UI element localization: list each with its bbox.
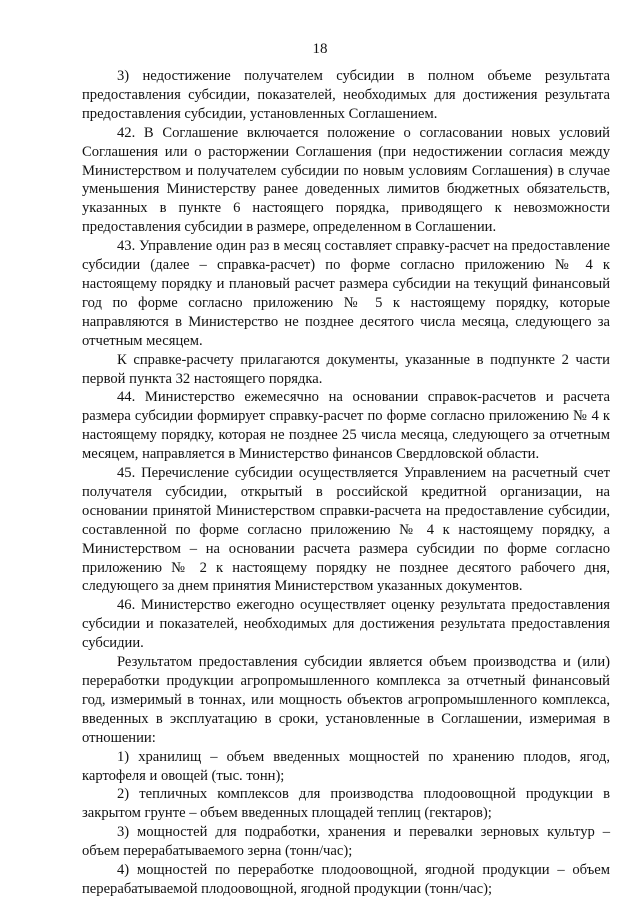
paragraph-46: 46. Министерство ежегодно осуществляет оценку результата предоставления субсидии и показателей, необходимых для достижения результата предоставления субсидии. <box>82 597 610 652</box>
list-item-grain-capacity: 3) мощностей для подработки, хранения и перевалки зерновых культур – объем перерабатываемого зерна (тонн/час); <box>82 824 610 860</box>
paragraph-result-definition: Результатом предоставления субсидии является объем производства и (или) переработки продукции агропромышленного комплекса за отчетный финансовый год, измеримый в тоннах, или мощность объектов агропромышленного комплекса, введенных в эксплуатацию в сроки, установленные в Соглашении, измеримая в отношении: <box>82 654 610 746</box>
paragraph-43: 43. Управление один раз в месяц составляет справку-расчет на предоставление субсидии (далее – справка-расчет) по форме согласно приложению № 4 к настоящему порядку и плановый расчет размера субсидии на текущий финансовый год по форме согласно приложению № 5 к настоящему порядку, которые направляются в Министерство не позднее десятого числа месяца, следующего за отчетным месяцем. <box>82 238 610 349</box>
paragraph-item-3: 3) недостижение получателем субсидии в полном объеме результата предоставления субсидии, показателей, необходимых для достижения результата предоставления субсидии, установленных Соглашением. <box>82 68 610 122</box>
paragraph-43-attachments: К справке-расчету прилагаются документы, указанные в подпункте 2 части первой пункта 32 настоящего порядка. <box>82 351 610 387</box>
page-number: 18 <box>312 41 328 57</box>
paragraph-42: 42. В Соглашение включается положение о согласовании новых условий Соглашения или о расторжении Соглашения (при недостижении согласия между Министерством и получателем субсидии по новым условиям Соглашения) в случае уменьшения Министерству ранее доведенных лимитов бюджетных обязательств, указанных в пункте 6 настоящего порядка, приводящего к невозможности предоставления субсидии в размере, определенном в Соглашении. <box>82 124 610 236</box>
paragraph-44: 44. Министерство ежемесячно на основании справок-расчетов и расчета размера субсидии формирует справку-расчет по форме согласно приложению № 4 к настоящему порядку, которая не позднее 25 числа месяца, следующего за отчетным месяцем, направляется в Министерство финансов Свердловской области. <box>82 389 610 463</box>
paragraph-45: 45. Перечисление субсидии осуществляется Управлением на расчетный счет получателя субсидии, открытый в российской кредитной организации, на основании принятой Министерством справки-расчета на предоставление субсидии, составленной по форме согласно приложению № 4 к настоящему порядку, а Министерством – на основании расчета размера субсидии по форме согласно приложению № 2 к настоящему порядку не позднее десятого рабочего дня, следующего за днем принятия Министерством указанных документов. <box>82 465 610 595</box>
list-item-fruit-processing: 4) мощностей по переработке плодоовощной, ягодной продукции – объем перерабатываемой плодоовощной, ягодной продукции (тонн/час); <box>82 862 610 897</box>
list-item-greenhouses: 2) тепличных комплексов для производства плодоовощной продукции в закрытом грунте – объем введенных площадей теплиц (гектаров); <box>82 786 610 822</box>
list-item-storage: 1) хранилищ – объем введенных мощностей по хранению плодов, ягод, картофеля и овощей (тыс. тонн); <box>82 748 610 784</box>
document-body <box>82 67 610 899</box>
